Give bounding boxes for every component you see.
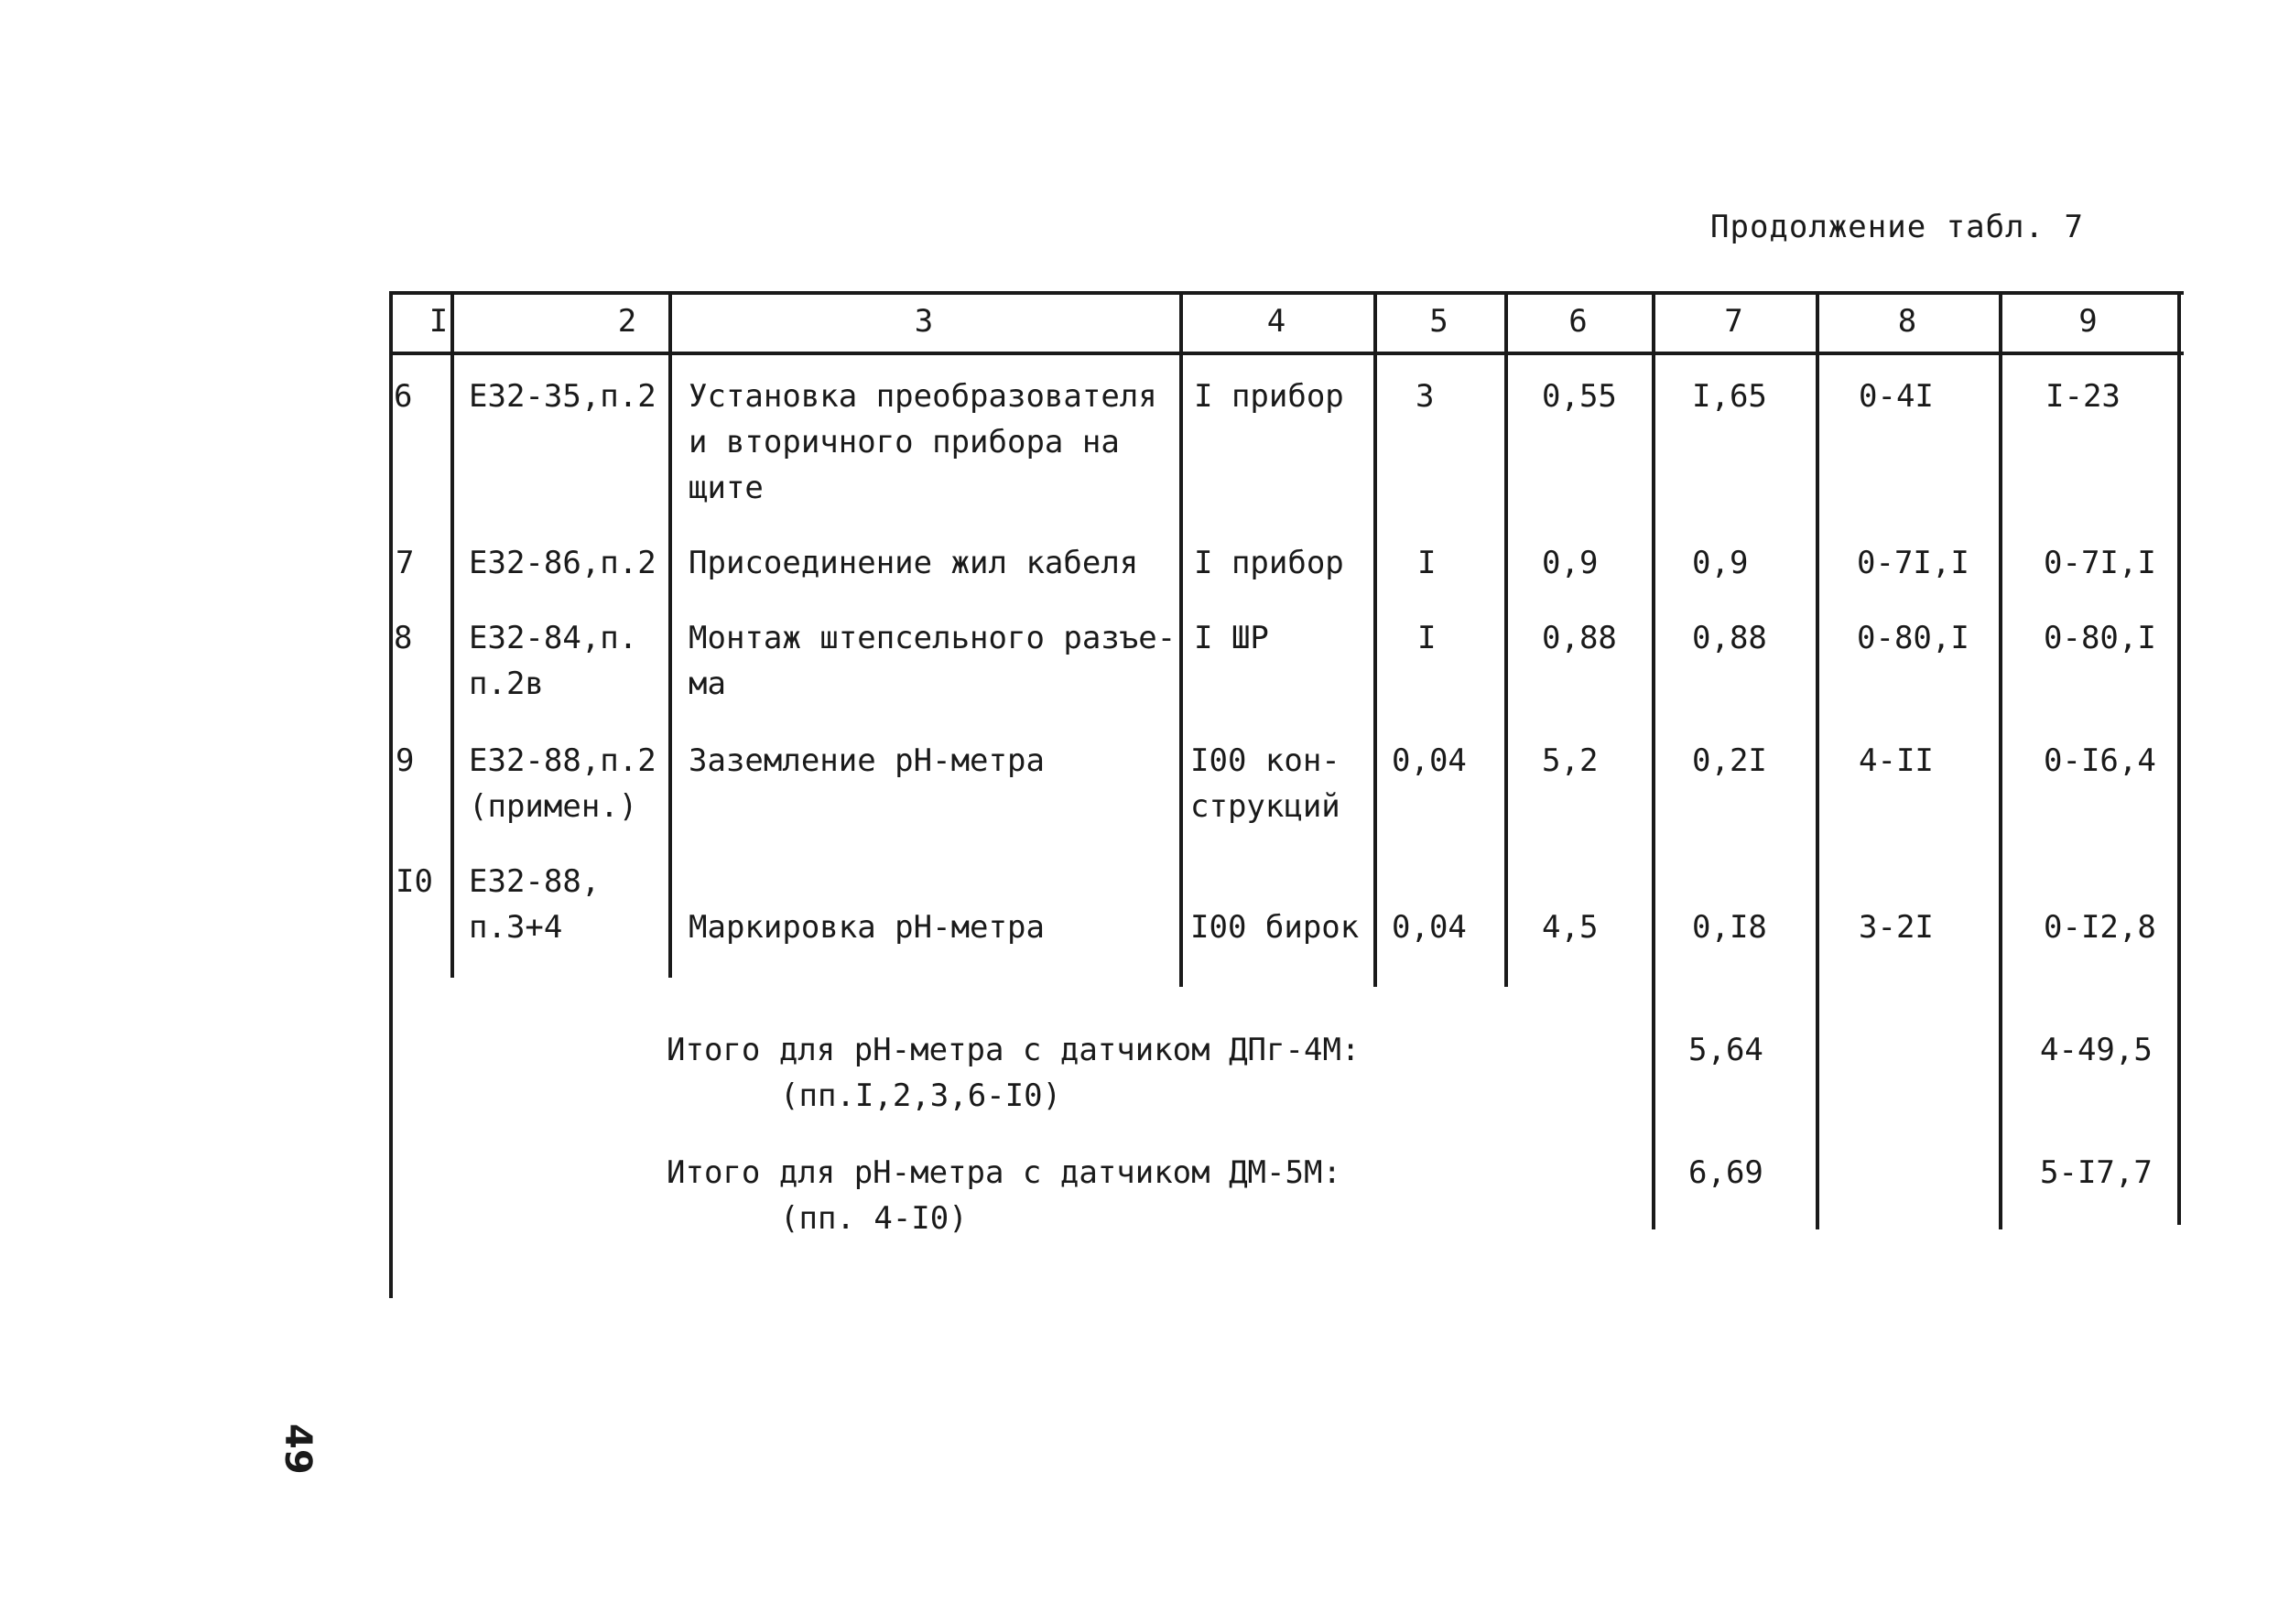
rate-value: 0-4I <box>1859 378 1934 415</box>
header-cell: 7 <box>1724 303 1743 340</box>
column-rule <box>1652 291 1655 1229</box>
row-number: I0 <box>396 863 433 900</box>
total-sub: (пп.I,2,3,6-I0) <box>780 1077 1062 1114</box>
norm-code: Е32-88, п.3+4 <box>469 863 601 946</box>
norm-value: 0,55 <box>1542 378 1617 415</box>
column-rule <box>1816 291 1819 1229</box>
page-number: 49 <box>277 1424 319 1475</box>
rate-value: 4-II <box>1859 742 1934 779</box>
total-value: 5,64 <box>1688 1032 1763 1068</box>
total-sub: (пп. 4-I0) <box>780 1200 968 1237</box>
column-rule <box>389 291 393 1298</box>
cost-value: 0-I2,8 <box>2044 909 2156 946</box>
header-cell: 4 <box>1266 303 1286 340</box>
row-number: 7 <box>396 545 415 581</box>
header-cell: 3 <box>914 303 934 340</box>
total-value: 0,88 <box>1692 620 1767 656</box>
work-description: Маркировка рН-метра <box>689 909 1045 946</box>
unit: I00 кон- струкций <box>1190 742 1340 825</box>
table-top-border <box>389 291 2184 295</box>
work-description: Заземление рН-метра <box>689 742 1045 779</box>
cost-value: 5-I7,7 <box>2040 1154 2153 1191</box>
quantity: 3 <box>1416 378 1435 415</box>
quantity: 0,04 <box>1392 742 1467 779</box>
unit: I00 бирок <box>1190 909 1360 946</box>
total-value: 0,2I <box>1692 742 1767 779</box>
cost-value: 0-I6,4 <box>2044 742 2156 779</box>
work-description: Присоединение жил кабеля <box>689 545 1139 581</box>
total-label: Итого для рН-метра с датчиком ДМ-5М: <box>667 1154 1341 1191</box>
column-rule <box>1373 291 1377 987</box>
norm-code: Е32-86,п.2 <box>469 545 656 581</box>
norm-code: Е32-35,п.2 <box>469 378 656 415</box>
rate-value: 0-80,I <box>1857 620 1969 656</box>
column-rule <box>450 291 454 978</box>
work-description: Монтаж штепсельного разъе- ма <box>689 620 1177 702</box>
total-label: Итого для рН-метра с датчиком ДПг-4М: <box>667 1032 1361 1068</box>
quantity: I <box>1417 545 1437 581</box>
header-cell: I <box>429 303 449 340</box>
rate-value: 0-7I,I <box>1857 545 1969 581</box>
rate-value: 3-2I <box>1859 909 1934 946</box>
header-cell: 2 <box>617 303 637 340</box>
header-cell: 6 <box>1568 303 1588 340</box>
row-number: 6 <box>394 378 413 415</box>
table-caption: Продолжение табл. 7 <box>1710 209 2084 245</box>
work-description: Установка преобразователя и вторичного прибора на щите <box>689 378 1157 506</box>
row-number: 8 <box>394 620 413 656</box>
cost-value: 4-49,5 <box>2040 1032 2153 1068</box>
header-cell: 8 <box>1897 303 1917 340</box>
unit: I ШР <box>1194 620 1269 656</box>
cost-value: 0-7I,I <box>2044 545 2156 581</box>
row-number: 9 <box>396 742 415 779</box>
header-cell: 5 <box>1429 303 1448 340</box>
cost-value: 0-80,I <box>2044 620 2156 656</box>
norm-value: 0,88 <box>1542 620 1617 656</box>
column-rule <box>668 291 672 978</box>
unit: I прибор <box>1194 378 1344 415</box>
total-value: I,65 <box>1692 378 1767 415</box>
norm-code: Е32-84,п. п.2в <box>469 620 638 702</box>
cost-value: I-23 <box>2045 378 2121 415</box>
norm-value: 5,2 <box>1542 742 1599 779</box>
quantity: I <box>1417 620 1437 656</box>
column-rule <box>1179 291 1183 987</box>
norm-value: 0,9 <box>1542 545 1599 581</box>
total-value: 0,9 <box>1692 545 1749 581</box>
column-rule <box>1999 291 2002 1229</box>
column-rule <box>1504 291 1508 987</box>
unit: I прибор <box>1194 545 1344 581</box>
total-value: 6,69 <box>1688 1154 1763 1191</box>
norm-value: 4,5 <box>1542 909 1599 946</box>
quantity: 0,04 <box>1392 909 1467 946</box>
norm-code: Е32-88,п.2 (примен.) <box>469 742 656 825</box>
header-cell: 9 <box>2078 303 2098 340</box>
total-value: 0,I8 <box>1692 909 1767 946</box>
header-bottom-border <box>389 352 2184 355</box>
column-rule <box>2177 291 2181 1225</box>
